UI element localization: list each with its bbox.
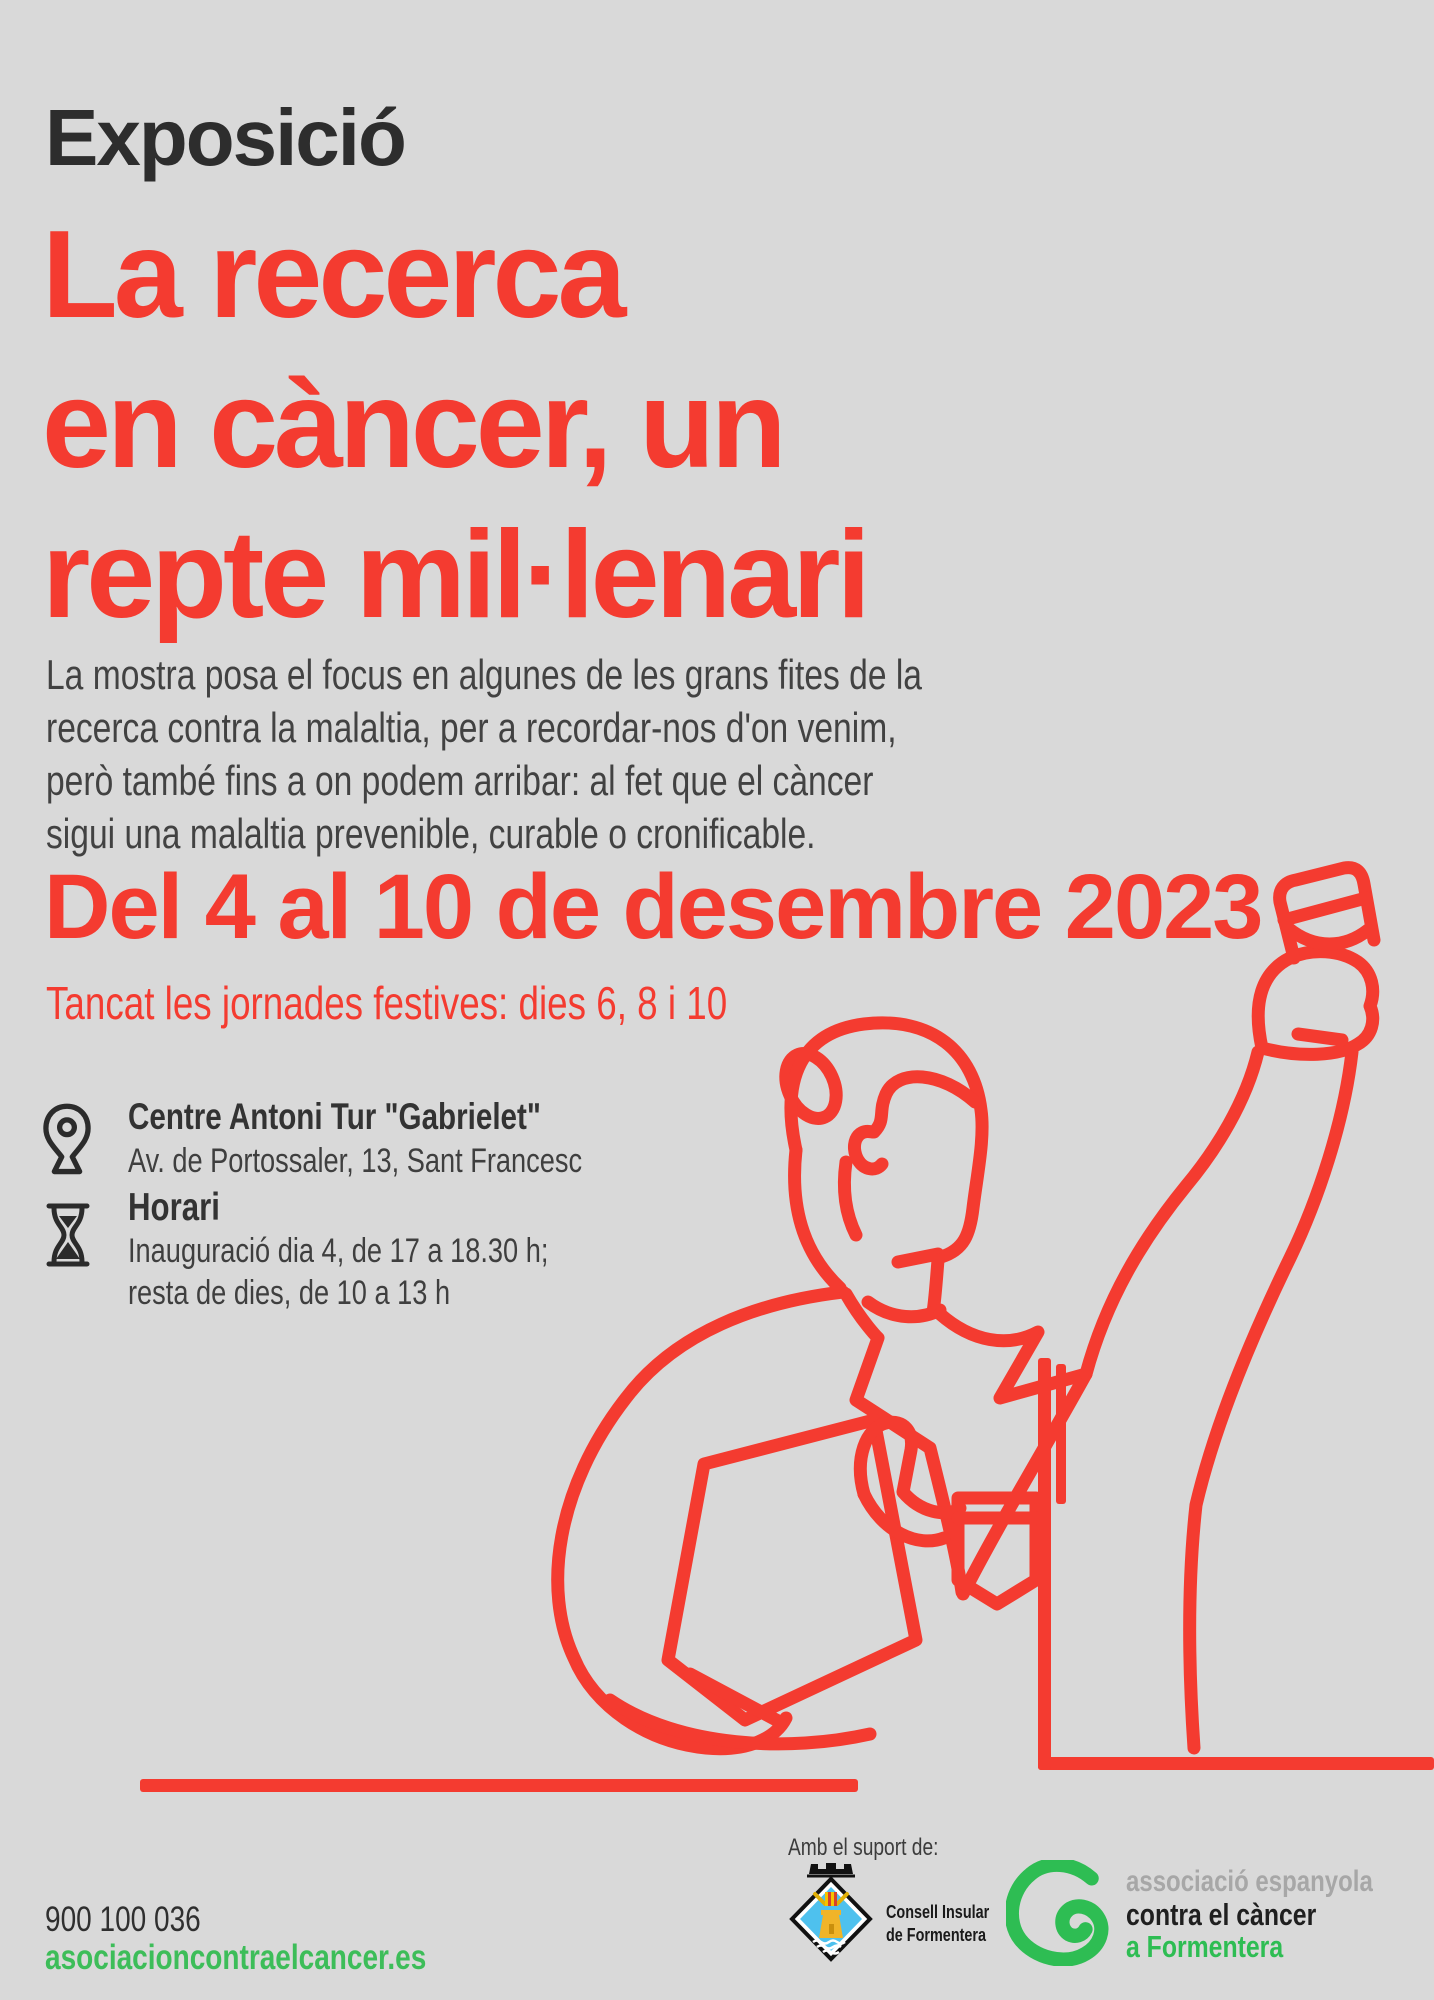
title-line-2: en càncer, un (42, 356, 783, 494)
table-edge-vertical (1038, 1358, 1051, 1770)
hourglass-icon (44, 1200, 92, 1270)
schedule-line-1: Inauguració dia 4, de 17 a 18.30 h; (128, 1232, 549, 1270)
description-line: però també fins a on podem arribar: al fet que el càncer (46, 757, 874, 804)
poster-title (42, 200, 867, 650)
table-line-left (140, 1779, 858, 1792)
aecc-logo-text-top: associació espanyola (1126, 1865, 1373, 1898)
description-line: sigui una malaltia prevenible, curable o cronificable. (46, 810, 816, 857)
schedule-line-2: resta de dies, de 10 a 13 h (128, 1274, 451, 1312)
aecc-green-ring-logo (1006, 1860, 1112, 1966)
title-line-1: La recerca (42, 206, 623, 344)
venue-address: Av. de Portossaler, 13, Sant Francesc (128, 1142, 583, 1180)
description-line: recerca contra la malaltia, per a recordar-nos d'on venim, (46, 704, 897, 751)
venue-name: Centre Antoni Tur "Gabrielet" (128, 1096, 541, 1137)
dates-note: Tancat les jornades festives: dies 6, 8 i 10 (46, 977, 728, 1029)
table-edge-stroke (1056, 1364, 1066, 1504)
title-line-3: repte mil·lenari (42, 506, 867, 644)
consell-text-line: Consell Insular (886, 1902, 990, 1922)
location-pin-icon (42, 1102, 92, 1180)
description-line: La mostra posa el focus en algunes de les grans fites de la (46, 651, 922, 698)
consell-logo-text (886, 1901, 989, 1947)
aecc-logo-text-bottom: a Formentera (1126, 1929, 1284, 1964)
schedule-label: Horari (128, 1186, 220, 1229)
consell-text-line: de Formentera (886, 1925, 987, 1945)
website-link[interactable]: asociacioncontraelcancer.es (45, 1938, 427, 1977)
kicker-heading: Exposició (45, 93, 405, 182)
table-line-right (1038, 1757, 1434, 1770)
support-label: Amb el suport de: (788, 1834, 939, 1861)
aecc-logo-text-middle: contra el càncer (1126, 1897, 1317, 1932)
phone-number: 900 100 036 (45, 1900, 201, 1939)
consell-insular-formentera-crest (786, 1860, 876, 1970)
dates-heading: Del 4 al 10 de desembre 2023 (44, 856, 1262, 958)
scientist-line-art (340, 820, 1434, 1800)
